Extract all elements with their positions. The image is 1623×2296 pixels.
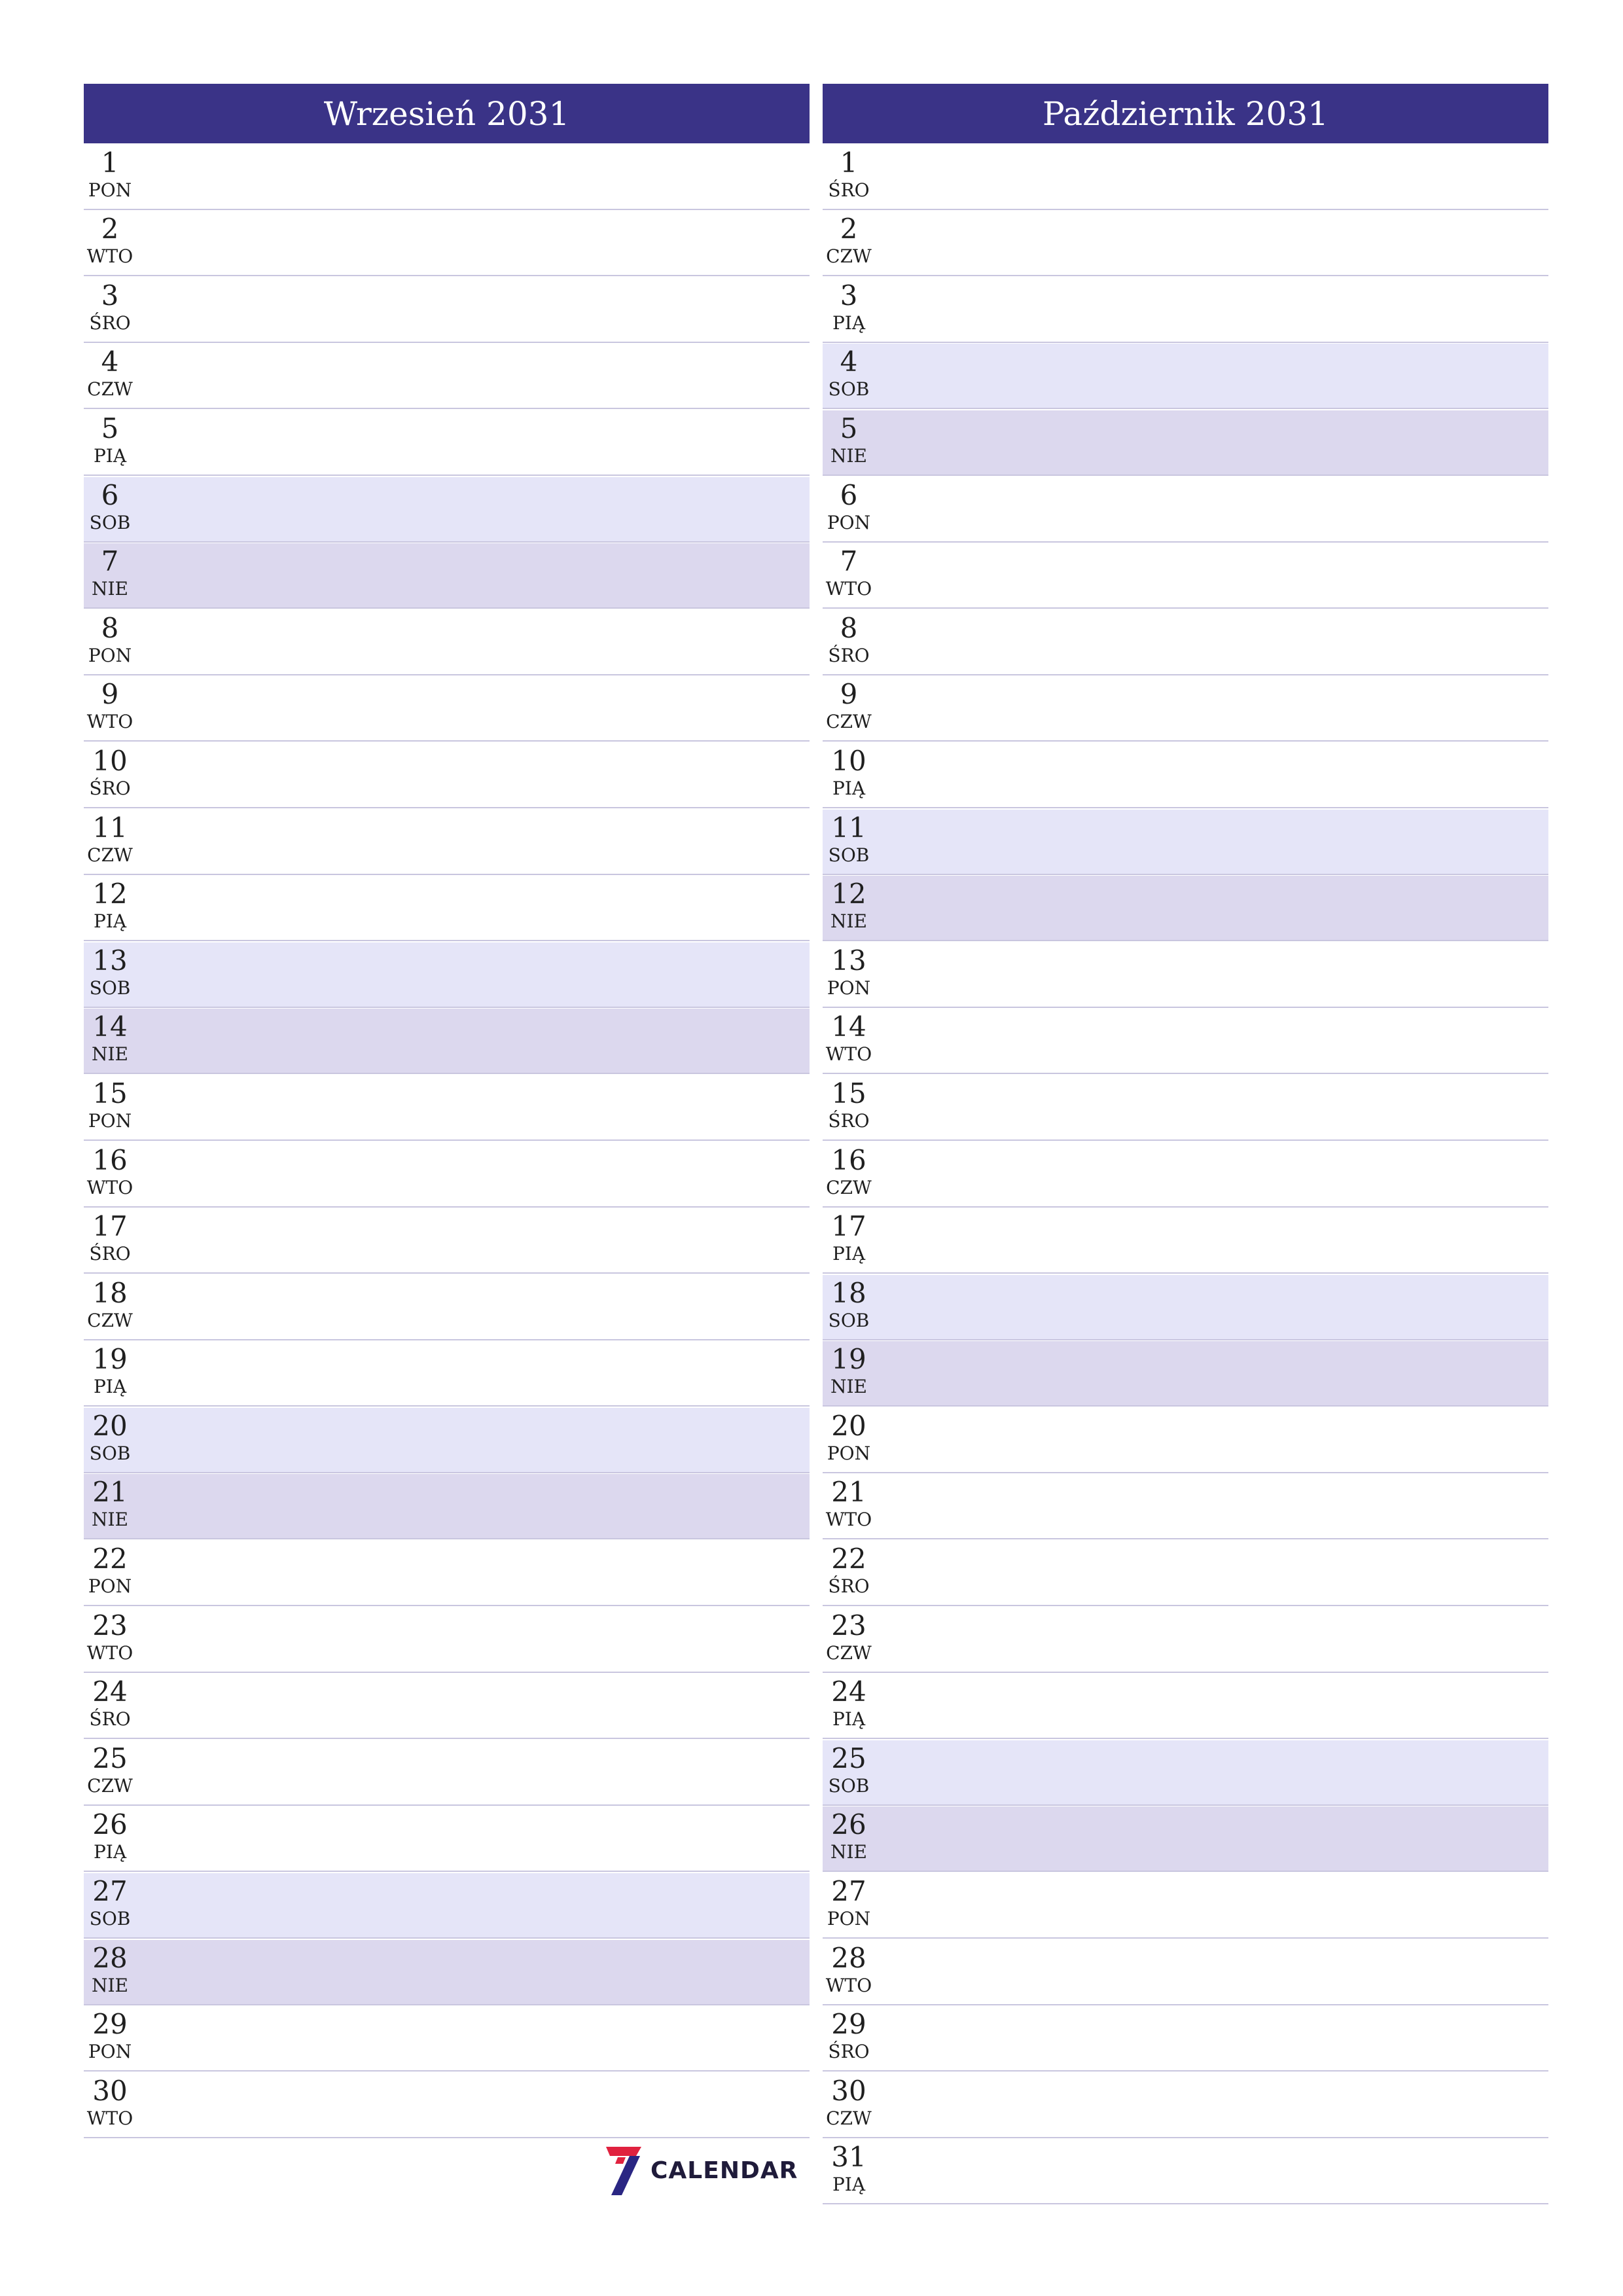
day-number: 9 — [101, 678, 119, 711]
day-number: 2 — [101, 213, 119, 245]
weekday-label: CZW — [87, 844, 133, 866]
day-number: 23 — [831, 1609, 866, 1641]
day-number: 5 — [101, 412, 119, 444]
day-row — [823, 810, 1548, 875]
weekday-label: PIĄ — [832, 1243, 866, 1265]
weekday-label: PIĄ — [832, 2174, 866, 2196]
day-row — [84, 810, 810, 875]
weekday-label: WTO — [86, 245, 134, 268]
day-number: 28 — [831, 1941, 866, 1974]
day-row — [823, 676, 1548, 742]
month-october — [823, 84, 1548, 2204]
day-row — [84, 610, 810, 675]
day-number: 25 — [92, 1742, 128, 1774]
weekday-label: PON — [88, 2041, 132, 2063]
day-row — [84, 2073, 810, 2138]
day-row — [84, 942, 810, 1008]
day-number: 27 — [831, 1875, 866, 1908]
weekday-label: SOB — [828, 378, 870, 401]
day-list — [823, 145, 1548, 2205]
day-row — [823, 876, 1548, 941]
weekday-label: ŚRO — [828, 1109, 870, 1132]
weekday-label: ŚRO — [89, 312, 131, 334]
weekday-label: NIE — [830, 910, 867, 933]
logo-text: CALENDAR — [651, 2157, 798, 2184]
day-row — [823, 278, 1548, 343]
day-row — [84, 477, 810, 543]
day-number: 20 — [92, 1409, 128, 1442]
day-row — [84, 1873, 810, 1939]
weekday-label: ŚRO — [89, 777, 131, 799]
day-number: 18 — [831, 1276, 866, 1309]
day-number: 30 — [92, 2074, 128, 2107]
day-row — [84, 1208, 810, 1274]
day-number: 13 — [92, 944, 128, 977]
day-number: 21 — [831, 1476, 866, 1509]
weekday-label: PON — [88, 644, 132, 666]
day-row — [84, 1075, 810, 1141]
weekday-label: CZW — [826, 1641, 872, 1664]
day-row — [84, 278, 810, 343]
day-row — [823, 1341, 1548, 1407]
day-row — [84, 145, 810, 210]
day-row — [84, 1341, 810, 1407]
day-number: 21 — [92, 1476, 128, 1509]
weekday-label: PIĄ — [832, 777, 866, 799]
weekday-label: NIE — [830, 444, 867, 467]
day-number: 16 — [831, 1143, 866, 1176]
day-row — [823, 2073, 1548, 2138]
weekday-label: CZW — [87, 378, 133, 401]
day-number: 23 — [92, 1609, 128, 1641]
day-number: 25 — [831, 1742, 866, 1774]
weekday-label: PIĄ — [93, 444, 127, 467]
day-row — [823, 1142, 1548, 1208]
day-number: 18 — [92, 1276, 128, 1309]
weekday-label: PIĄ — [93, 1841, 127, 1863]
day-row — [84, 1474, 810, 1539]
weekday-label: SOB — [828, 1774, 870, 1797]
day-number: 16 — [92, 1143, 128, 1176]
weekday-label: ŚRO — [828, 644, 870, 666]
day-row — [823, 1408, 1548, 1473]
day-row — [84, 410, 810, 476]
weekday-label: WTO — [86, 1641, 134, 1664]
day-number: 26 — [92, 1808, 128, 1841]
day-number: 6 — [840, 478, 858, 511]
day-row — [84, 743, 810, 808]
day-number: 3 — [840, 279, 858, 312]
day-row — [84, 1408, 810, 1473]
day-row — [823, 1474, 1548, 1539]
weekday-label: SOB — [89, 977, 131, 999]
day-number: 20 — [831, 1409, 866, 1442]
day-number: 29 — [92, 2008, 128, 2041]
day-number: 24 — [831, 1676, 866, 1708]
day-number: 24 — [92, 1676, 128, 1708]
weekday-label: CZW — [87, 1774, 133, 1797]
day-row — [823, 1873, 1548, 1939]
day-number: 11 — [92, 811, 128, 844]
day-row — [84, 1275, 810, 1340]
month-title: Październik 2031 — [823, 84, 1548, 143]
day-number: 10 — [92, 744, 128, 777]
weekday-label: WTO — [86, 1176, 134, 1198]
day-number: 7 — [840, 545, 858, 578]
weekday-label: WTO — [825, 1974, 872, 1996]
day-row — [823, 1275, 1548, 1340]
day-row — [823, 610, 1548, 675]
day-row — [84, 344, 810, 409]
day-list — [84, 145, 810, 2138]
weekday-label: CZW — [826, 245, 872, 268]
day-number: 9 — [840, 678, 858, 711]
day-number: 6 — [101, 478, 119, 511]
weekday-label: CZW — [826, 2107, 872, 2129]
weekday-label: SOB — [89, 1442, 131, 1464]
weekday-label: PON — [88, 1109, 132, 1132]
day-number: 12 — [831, 878, 866, 910]
brand-logo — [603, 2144, 798, 2197]
weekday-label: NIE — [92, 1974, 128, 1996]
day-row — [823, 211, 1548, 276]
day-number: 15 — [92, 1077, 128, 1109]
month-title: Wrzesień 2031 — [84, 84, 810, 143]
day-row — [823, 145, 1548, 210]
day-number: 19 — [92, 1343, 128, 1376]
day-row — [823, 1009, 1548, 1074]
day-row — [823, 543, 1548, 609]
day-row — [823, 942, 1548, 1008]
day-number: 7 — [101, 545, 119, 578]
day-row — [823, 410, 1548, 476]
day-number: 2 — [840, 213, 858, 245]
weekday-label: NIE — [830, 1841, 867, 1863]
weekday-label: NIE — [92, 1043, 128, 1066]
weekday-label: ŚRO — [828, 1575, 870, 1598]
day-number: 1 — [840, 146, 858, 179]
weekday-label: WTO — [825, 578, 872, 600]
weekday-label: PIĄ — [93, 1376, 127, 1398]
day-number: 13 — [831, 944, 866, 977]
weekday-label: PON — [827, 1908, 871, 1930]
day-number: 22 — [831, 1543, 866, 1575]
weekday-label: PON — [88, 179, 132, 201]
day-row — [84, 211, 810, 276]
day-number: 22 — [92, 1543, 128, 1575]
weekday-label: CZW — [826, 1176, 872, 1198]
day-number: 17 — [92, 1210, 128, 1243]
day-number: 14 — [92, 1011, 128, 1043]
month-september — [84, 84, 810, 2138]
day-row — [823, 743, 1548, 808]
weekday-label: PON — [827, 977, 871, 999]
weekday-label: SOB — [89, 1908, 131, 1930]
day-number: 31 — [831, 2141, 866, 2174]
weekday-label: WTO — [825, 1043, 872, 1066]
day-row — [823, 1541, 1548, 1606]
day-number: 11 — [831, 811, 866, 844]
weekday-label: PIĄ — [832, 1708, 866, 1731]
weekday-label: SOB — [828, 1309, 870, 1331]
day-number: 1 — [101, 146, 119, 179]
day-number: 27 — [92, 1875, 128, 1908]
day-row — [823, 344, 1548, 409]
weekday-label: CZW — [826, 711, 872, 733]
weekday-label: SOB — [89, 511, 131, 533]
weekday-label: WTO — [825, 1509, 872, 1531]
day-row — [823, 1806, 1548, 1872]
seven-logo-icon — [603, 2144, 644, 2197]
day-row — [823, 1607, 1548, 1673]
weekday-label: ŚRO — [89, 1708, 131, 1731]
day-row — [823, 1940, 1548, 2005]
day-number: 14 — [831, 1011, 866, 1043]
day-row — [84, 1740, 810, 1806]
weekday-label: PON — [88, 1575, 132, 1598]
day-row — [84, 1674, 810, 1739]
day-row — [84, 1009, 810, 1074]
weekday-label: WTO — [86, 711, 134, 733]
weekday-label: WTO — [86, 2107, 134, 2129]
day-row — [823, 1075, 1548, 1141]
day-row — [84, 2006, 810, 2072]
weekday-label: CZW — [87, 1309, 133, 1331]
weekday-label: ŚRO — [89, 1243, 131, 1265]
day-row — [823, 1740, 1548, 1806]
day-number: 17 — [831, 1210, 866, 1243]
weekday-label: PIĄ — [832, 312, 866, 334]
day-row — [84, 1940, 810, 2005]
day-number: 5 — [840, 412, 858, 444]
day-number: 19 — [831, 1343, 866, 1376]
weekday-label: PIĄ — [93, 910, 127, 933]
day-row — [823, 1208, 1548, 1274]
day-row — [84, 543, 810, 609]
weekday-label: NIE — [92, 1509, 128, 1531]
day-row — [823, 477, 1548, 543]
day-row — [84, 676, 810, 742]
day-row — [84, 1607, 810, 1673]
day-row — [823, 2139, 1548, 2204]
weekday-label: NIE — [92, 578, 128, 600]
day-number: 15 — [831, 1077, 866, 1109]
weekday-label: NIE — [830, 1376, 867, 1398]
day-number: 4 — [840, 346, 858, 378]
day-number: 29 — [831, 2008, 866, 2041]
day-row — [84, 1806, 810, 1872]
day-number: 8 — [840, 611, 858, 644]
weekday-label: SOB — [828, 844, 870, 866]
day-row — [823, 1674, 1548, 1739]
day-row — [84, 876, 810, 941]
weekday-label: PON — [827, 511, 871, 533]
day-row — [823, 2006, 1548, 2072]
day-row — [84, 1541, 810, 1606]
weekday-label: PON — [827, 1442, 871, 1464]
day-number: 28 — [92, 1941, 128, 1974]
day-number: 30 — [831, 2074, 866, 2107]
weekday-label: ŚRO — [828, 2041, 870, 2063]
weekday-label: ŚRO — [828, 179, 870, 201]
day-number: 8 — [101, 611, 119, 644]
day-number: 4 — [101, 346, 119, 378]
day-number: 26 — [831, 1808, 866, 1841]
day-number: 12 — [92, 878, 128, 910]
day-row — [84, 1142, 810, 1208]
day-number: 10 — [831, 744, 866, 777]
day-number: 3 — [101, 279, 119, 312]
